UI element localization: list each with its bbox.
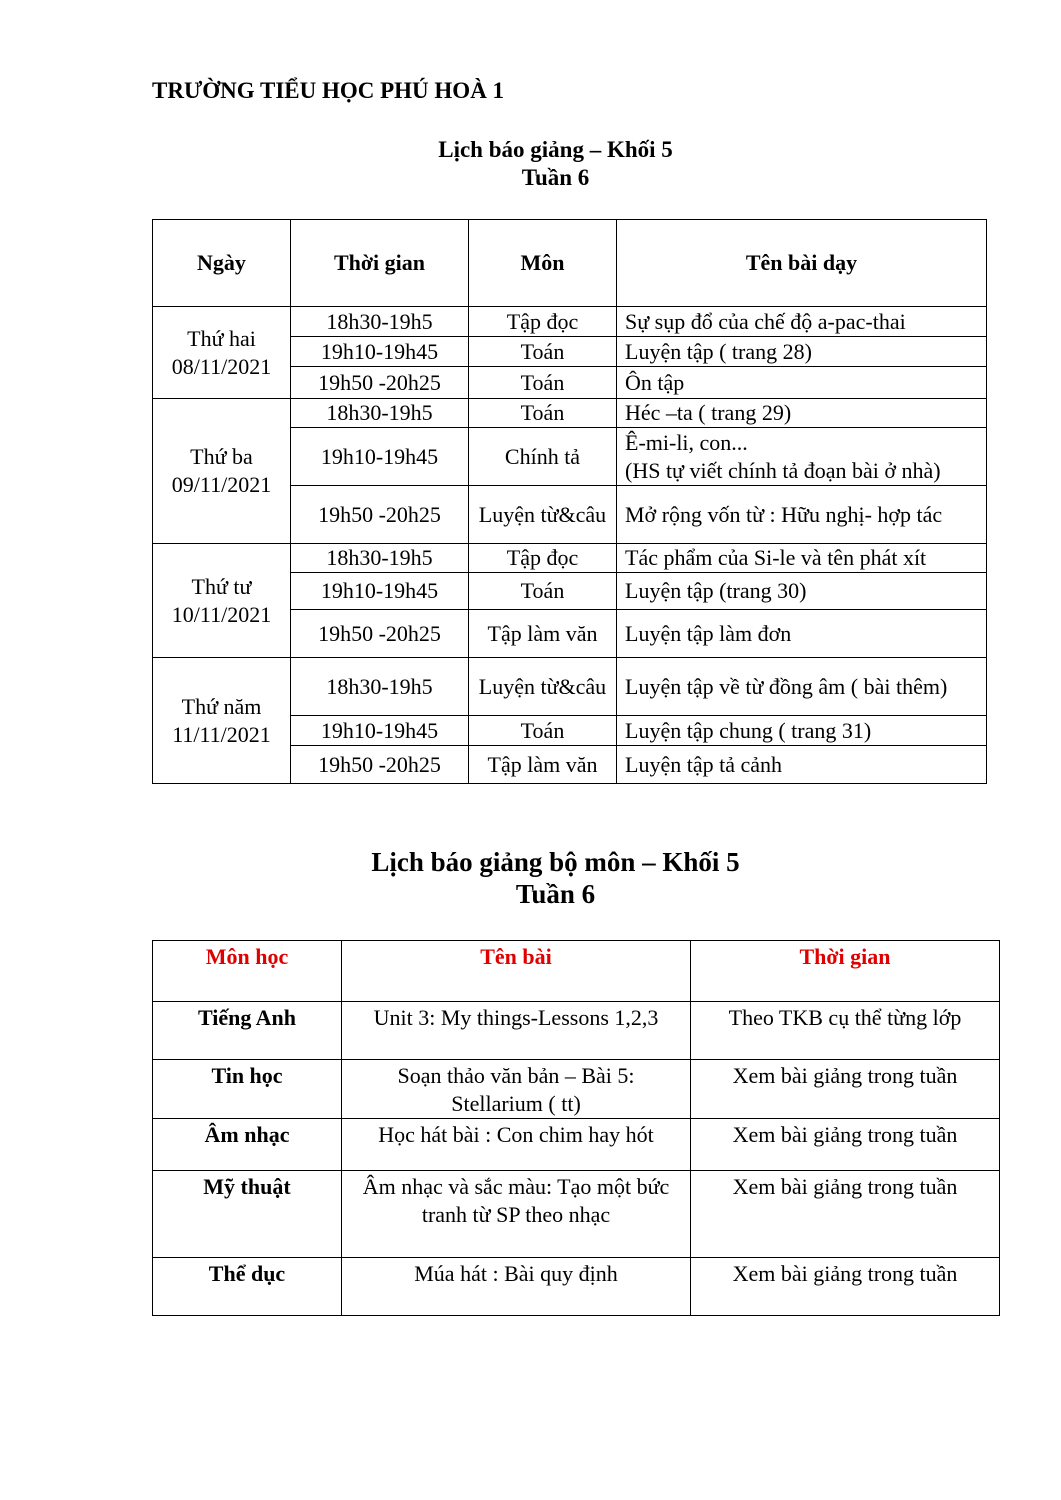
lesson-cell: Luyện tập ( trang 28): [617, 337, 987, 367]
schedule-title: Lịch báo giảng – Khối 5: [438, 137, 673, 162]
table-row: [153, 1119, 1000, 1171]
subject-cell: Luyện từ&câu: [469, 658, 617, 716]
header-lesson: Tên bài dạy: [617, 220, 987, 307]
header-subject: Môn: [469, 220, 617, 307]
subject-cell: Tập đọc: [469, 544, 617, 573]
lesson-cell: Unit 3: My things-Lessons 1,2,3: [342, 1002, 691, 1060]
header-lesson: Tên bài: [342, 941, 691, 1002]
lesson-cell: Múa hát : Bài quy định: [342, 1258, 691, 1316]
school-name: TRƯỜNG TIỂU HỌC PHÚ HOÀ 1: [152, 78, 505, 103]
time-cell: Xem bài giảng trong tuần: [691, 1060, 1000, 1119]
subject-cell: Tập làm văn: [469, 746, 617, 784]
time-cell: Xem bài giảng trong tuần: [691, 1171, 1000, 1258]
lesson-note: (HS tự viết chính tả đoạn bài ở nhà): [625, 457, 941, 483]
time-cell: 18h30-19h5: [291, 399, 469, 428]
time-cell: 19h50 -20h25: [291, 486, 469, 544]
lesson-cell: Soạn thảo văn bản – Bài 5: Stellarium ( tt): [342, 1060, 691, 1119]
subject-cell: Toán: [469, 716, 617, 746]
subject-cell: Chính tả: [469, 428, 617, 486]
lesson-cell: Héc –ta ( trang 29): [617, 399, 987, 428]
lesson-cell: Ôn tập: [617, 367, 987, 399]
lesson-cell: Luyện tập (trang 30): [617, 573, 987, 610]
lesson-cell: Âm nhạc và sắc màu: Tạo một bức tranh từ SP theo nhạc: [342, 1171, 691, 1258]
time-cell: Xem bài giảng trong tuần: [691, 1119, 1000, 1171]
lesson-cell: Học hát bài : Con chim hay hót: [342, 1119, 691, 1171]
time-cell: Xem bài giảng trong tuần: [691, 1258, 1000, 1316]
specialist-table: [152, 940, 1000, 1316]
table-row: [153, 307, 987, 337]
lesson-cell: Mở rộng vốn từ : Hữu nghị- hợp tác: [617, 486, 987, 544]
table-row: [153, 658, 987, 716]
day-date: 11/11/2021: [172, 721, 271, 747]
schedule-header-row: [153, 220, 987, 307]
subject-cell: Mỹ thuật: [153, 1171, 342, 1258]
subject-cell: Thể dục: [153, 1258, 342, 1316]
lesson-text: Ê-mi-li, con...: [625, 429, 748, 455]
lesson-cell: [617, 428, 987, 486]
time-cell: 19h50 -20h25: [291, 610, 469, 658]
day-date: 08/11/2021: [171, 353, 272, 379]
time-cell: 19h50 -20h25: [291, 746, 469, 784]
table-row: [153, 544, 987, 573]
lesson-cell: Luyện tập làm đơn: [617, 610, 987, 658]
subject-cell: Âm nhạc: [153, 1119, 342, 1171]
lesson-cell: Luyện tập tả cảnh: [617, 746, 987, 784]
time-cell: 19h10-19h45: [291, 337, 469, 367]
time-cell: 19h50 -20h25: [291, 367, 469, 399]
time-cell: 18h30-19h5: [291, 544, 469, 573]
subject-cell: Tập làm văn: [469, 610, 617, 658]
subject-cell: Toán: [469, 573, 617, 610]
subject-cell: Toán: [469, 367, 617, 399]
time-cell: 18h30-19h5: [291, 307, 469, 337]
day-name: Thứ tư: [191, 573, 252, 599]
table-row: [153, 399, 987, 428]
specialist-header-row: [153, 941, 1000, 1002]
day-date: 10/11/2021: [171, 601, 272, 627]
day-name: Thứ ba: [190, 444, 253, 469]
subject-cell: Tiếng Anh: [153, 1002, 342, 1060]
lesson-cell: Luyện tập chung ( trang 31): [617, 716, 987, 746]
subject-cell: Toán: [469, 399, 617, 428]
table-row: [153, 1060, 1000, 1119]
schedule-title-block: [0, 136, 1061, 192]
day-cell: [153, 399, 291, 544]
schedule-table: [152, 219, 987, 784]
day-cell: [153, 307, 291, 399]
time-cell: 18h30-19h5: [291, 658, 469, 716]
header-time: Thời gian: [291, 220, 469, 307]
lesson-cell: Sự sụp đổ của chế độ a-pac-thai: [617, 307, 987, 337]
time-cell: 19h10-19h45: [291, 716, 469, 746]
header-subject: Môn học: [153, 941, 342, 1002]
table-row: [153, 1002, 1000, 1060]
day-name: Thứ năm: [181, 693, 262, 719]
day-date: 09/11/2021: [171, 472, 272, 497]
time-cell: 19h10-19h45: [291, 573, 469, 610]
subject-cell: Tin học: [153, 1060, 342, 1119]
lesson-cell: Luyện tập về từ đồng âm ( bài thêm): [617, 658, 987, 716]
day-cell: [153, 658, 291, 784]
schedule-week: Tuần 6: [521, 165, 590, 190]
lesson-cell: Tác phẩm của Si-le và tên phát xít: [617, 544, 987, 573]
header-time: Thời gian: [691, 941, 1000, 1002]
table-row: [153, 1258, 1000, 1316]
specialist-week: Tuần 6: [515, 879, 596, 909]
specialist-title-block: [0, 846, 1061, 910]
time-cell: 19h10-19h45: [291, 428, 469, 486]
day-cell: [153, 544, 291, 658]
header-day: Ngày: [153, 220, 291, 307]
subject-cell: Tập đọc: [469, 307, 617, 337]
subject-cell: Luyện từ&câu: [469, 486, 617, 544]
table-row: [153, 1171, 1000, 1258]
day-name: Thứ hai: [187, 325, 256, 351]
subject-cell: Toán: [469, 337, 617, 367]
time-cell: Theo TKB cụ thể từng lớp: [691, 1002, 1000, 1060]
specialist-title: Lịch báo giảng bộ môn – Khối 5: [371, 847, 740, 877]
